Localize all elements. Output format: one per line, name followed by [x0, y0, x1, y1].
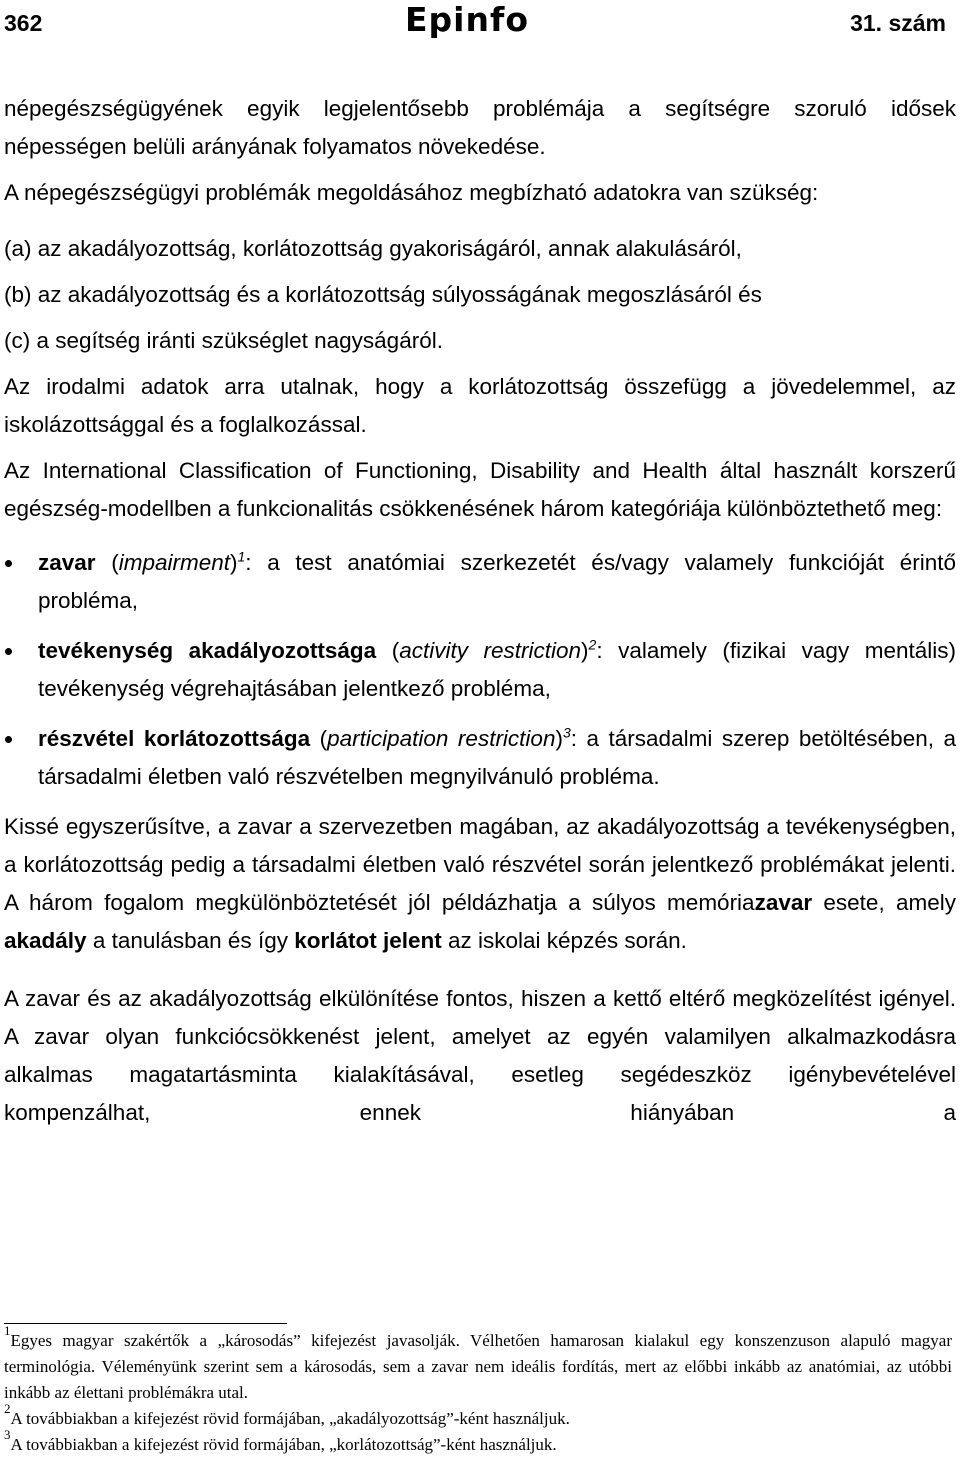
paragraph-5: Kissé egyszerűsítve, a zavar a szervezetben magában, az akadályozottság a tevékenységben, a korlátozottság pedig a társadalmi életben való részvétel során jelentkező problémákat jelenti. A három fogalom megkülönböztetését jól példázhatja a súlyos memóriazavar esete, amely akadály a tanulásban és így korlátot jelent az iskolai képzés során. [4, 814, 956, 953]
paragraph-2: A népegészségügyi problémák megoldásához megbízható adatokra van szükség: [4, 180, 819, 205]
paragraph-3: Az irodalmi adatok arra utalnak, hogy a korlátozottság összefügg a jövedelemmel, az iskolázottsággal és a foglalkozással. [4, 374, 956, 437]
main-text [4, 90, 956, 1132]
english-term: participation restriction [327, 726, 556, 751]
english-term: activity restriction [399, 638, 582, 663]
page-number: 362 [4, 10, 43, 36]
footnote-2: $^2$A továbbiakban a kifejezést rövid formájában, „akadályozottság”-ként használjuk. [4, 1401, 570, 1428]
footnote-ref: 1 [237, 548, 246, 565]
category-list [4, 544, 956, 796]
paragraph-4: Az International Classification of Functioning, Disability and Health által használt korszerű egészség-modellben a funkcionalitás csökkenésének három kategóriája különböztethető meg: [4, 458, 956, 521]
footnote-ref: 2 [588, 636, 597, 653]
list-item-a: (a) az akadályozottság, korlátozottság gyakoriságáról, annak alakulásáról, [4, 236, 742, 261]
list-item: tevékenység akadályozottsága (activity restriction)$^2$: valamely (fizikai vagy mentális) tevékenység végrehajtásában jelentkező probléma, [4, 632, 956, 708]
list-item-c: (c) a segítség iránti szükséglet nagyságáról. [4, 328, 443, 353]
footnote-3: $^3$A továbbiakban a kifejezést rövid formájában, „korlátozottság”-ként használjuk. [4, 1427, 557, 1454]
page-header [0, 0, 960, 46]
paragraph-1: népegészségügyének egyik legjelentősebb problémája a segítségre szoruló idősek népességen belüli arányának folyamatos növekedése. [4, 96, 956, 159]
list-item-b: (b) az akadályozottság és a korlátozottság súlyosságának megoszlásáról és [4, 282, 762, 307]
epinfo-logo: Epinfo [405, 0, 529, 39]
term: részvétel korlátozottsága [38, 726, 311, 751]
term: zavar [38, 550, 96, 575]
english-term: impairment [118, 550, 230, 575]
footnotes [4, 1323, 952, 1458]
paragraph-6: A zavar és az akadályozottság elkülönítése fontos, hiszen a kettő eltérő megközelítést igényel. A zavar olyan funkciócsökkenést jelent, amelyet az egyén valamilyen alkalmazkodásra alkalmas magatartásminta kialakításával, esetleg segédeszköz igénybevételével kompenzálhat, ennek hiányában a [4, 986, 956, 1125]
issue-number: 31. szám [850, 10, 946, 36]
list-item: részvétel korlátozottsága (participation restriction)$^3$: a társadalmi szerep betöltésében, a társadalmi életben való részvételben megnyilvánuló probléma. [4, 720, 956, 796]
footnote-divider [4, 1323, 287, 1324]
list-item: zavar (impairment)$^1$: a test anatómiai szerkezetét és/vagy valamely funkcióját érintő probléma, [4, 544, 956, 620]
term: tevékenység akadályozottsága [38, 638, 377, 663]
footnote-1: $^1$Egyes magyar szakértők a „károsodás” kifejezést javasolják. Vélhetően hamarosan kialakul egy konszenzuson alapuló magyar terminológia. Véleményünk szerint sem a károsodás, sem a zavar nem ideális fordítás, mert az előbbi inkább az anatómiai, az utóbbi inkább az élettani problémákra utal. [4, 1323, 952, 1402]
footnote-ref: 3 [562, 724, 571, 741]
